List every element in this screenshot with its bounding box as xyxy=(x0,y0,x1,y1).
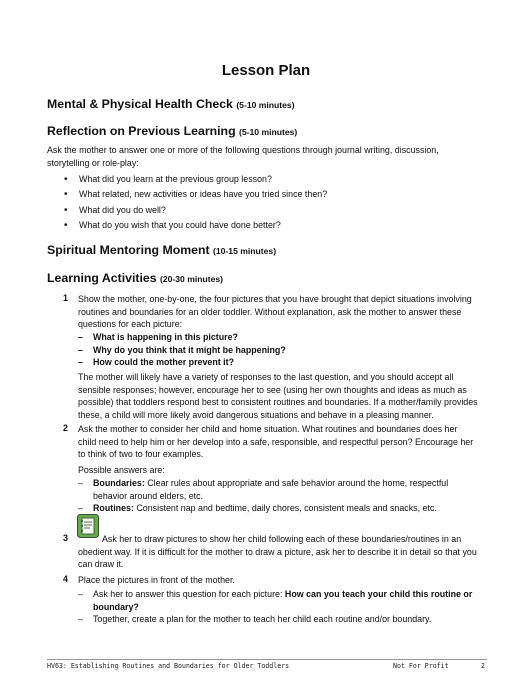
step-text: Ask her to answer this question for each picture: xyxy=(93,589,285,599)
step-question: How can you teach your child this routine or boundary? xyxy=(93,589,473,612)
heading-health-check xyxy=(47,97,295,111)
heading-text: Mental & Physical Health Check xyxy=(47,97,233,111)
list-item: • What do you wish that you could have done better? xyxy=(64,218,327,233)
list-item: • What did you learn at the previous group lesson? xyxy=(64,172,327,187)
item-2-answers xyxy=(78,477,478,515)
heading-duration: (10-15 minutes) xyxy=(213,246,277,256)
answer-text: Clear rules about appropriate and safe behavior around the home, respectful behavior around elders, etc. xyxy=(93,478,449,501)
page-title: Lesson Plan xyxy=(221,62,311,79)
heading-reflection xyxy=(47,124,297,138)
heading-duration: (5-10 minutes) xyxy=(239,127,298,137)
list-item: • What related, new activities or ideas have you tried since then? xyxy=(64,187,327,202)
list-item xyxy=(78,502,478,515)
page-footer xyxy=(47,659,487,670)
item-1-text: Show the mother, one-by-one, the four pictures that you have brought that depict situations involving routines and boundaries for an older toddler. Without explanation, ask the mother to answer these questions for each picture: xyxy=(78,294,472,330)
list-item: • What did you do well? xyxy=(64,203,327,218)
list-item: – Together, create a plan for the mother to teach her child each routine and/or boundary. xyxy=(78,613,478,626)
item-3-text: Ask her to draw pictures to show her child following each of these boundaries/routines in an obedient way. If it is difficult for the mother to draw a picture, ask her to describe it in detail so that you can draw it. xyxy=(78,534,477,570)
heading-text: Learning Activities xyxy=(47,271,157,285)
answer-label: Routines: xyxy=(93,503,134,514)
footer-notice: Not For Profit xyxy=(393,662,449,670)
heading-duration: (5-10 minutes) xyxy=(236,100,295,110)
heading-spiritual-mentoring xyxy=(47,243,276,257)
page-number: 2 xyxy=(481,662,485,670)
heading-duration: (20-30 minutes) xyxy=(159,274,224,284)
heading-text: Reflection on Previous Learning xyxy=(47,124,236,138)
item-4-steps xyxy=(78,588,478,626)
item-2-text: Ask the mother to consider her child and home situation. What routines and boundaries does her child need to help him or her develop into a safe, responsible, and respectful person? Encourage her to think of two to four examples. xyxy=(78,424,474,460)
list-item xyxy=(78,477,478,502)
reflection-question-list xyxy=(64,172,327,233)
item-number-1: 1 xyxy=(63,293,68,303)
list-item: – How could the mother prevent it? xyxy=(78,356,478,369)
item-4-text: Place the pictures in front of the mother. xyxy=(78,575,235,585)
heading-learning-activities xyxy=(47,271,223,285)
item-number-3: 3 xyxy=(63,533,68,543)
item-1-followup: The mother will likely have a variety of responses to the last question, and you should accept all sensible responses; however, encourage her to see (using her own thoughts and ideas as much as possible) that toddlers respond best to consistent routines and boundaries. If a mother/family provides these, a child will more likely avoid dangerous situations and behave in a pleasing manner. xyxy=(78,372,478,420)
reflection-intro: Ask the mother to answer one or more of the following questions through journal writing, discussion, storytelling or role-play: xyxy=(47,145,439,168)
list-item xyxy=(78,588,478,613)
list-item: – What is happening in this picture? xyxy=(78,331,478,344)
footer-title: HV63: Establishing Routines and Boundaries for Older Toddlers xyxy=(47,662,290,670)
list-item: – Why do you think that it might be happening? xyxy=(78,344,478,357)
answer-text: Consistent nap and bedtime, daily chores, consistent meals and snacks, etc. xyxy=(133,503,437,514)
item-number-2: 2 xyxy=(63,423,68,433)
item-number-4: 4 xyxy=(63,574,68,584)
item-1-questions xyxy=(78,331,478,369)
answer-label: Boundaries: xyxy=(93,478,145,488)
possible-answers-label: Possible answers are: xyxy=(78,465,165,475)
heading-text: Spiritual Mentoring Moment xyxy=(47,243,210,257)
